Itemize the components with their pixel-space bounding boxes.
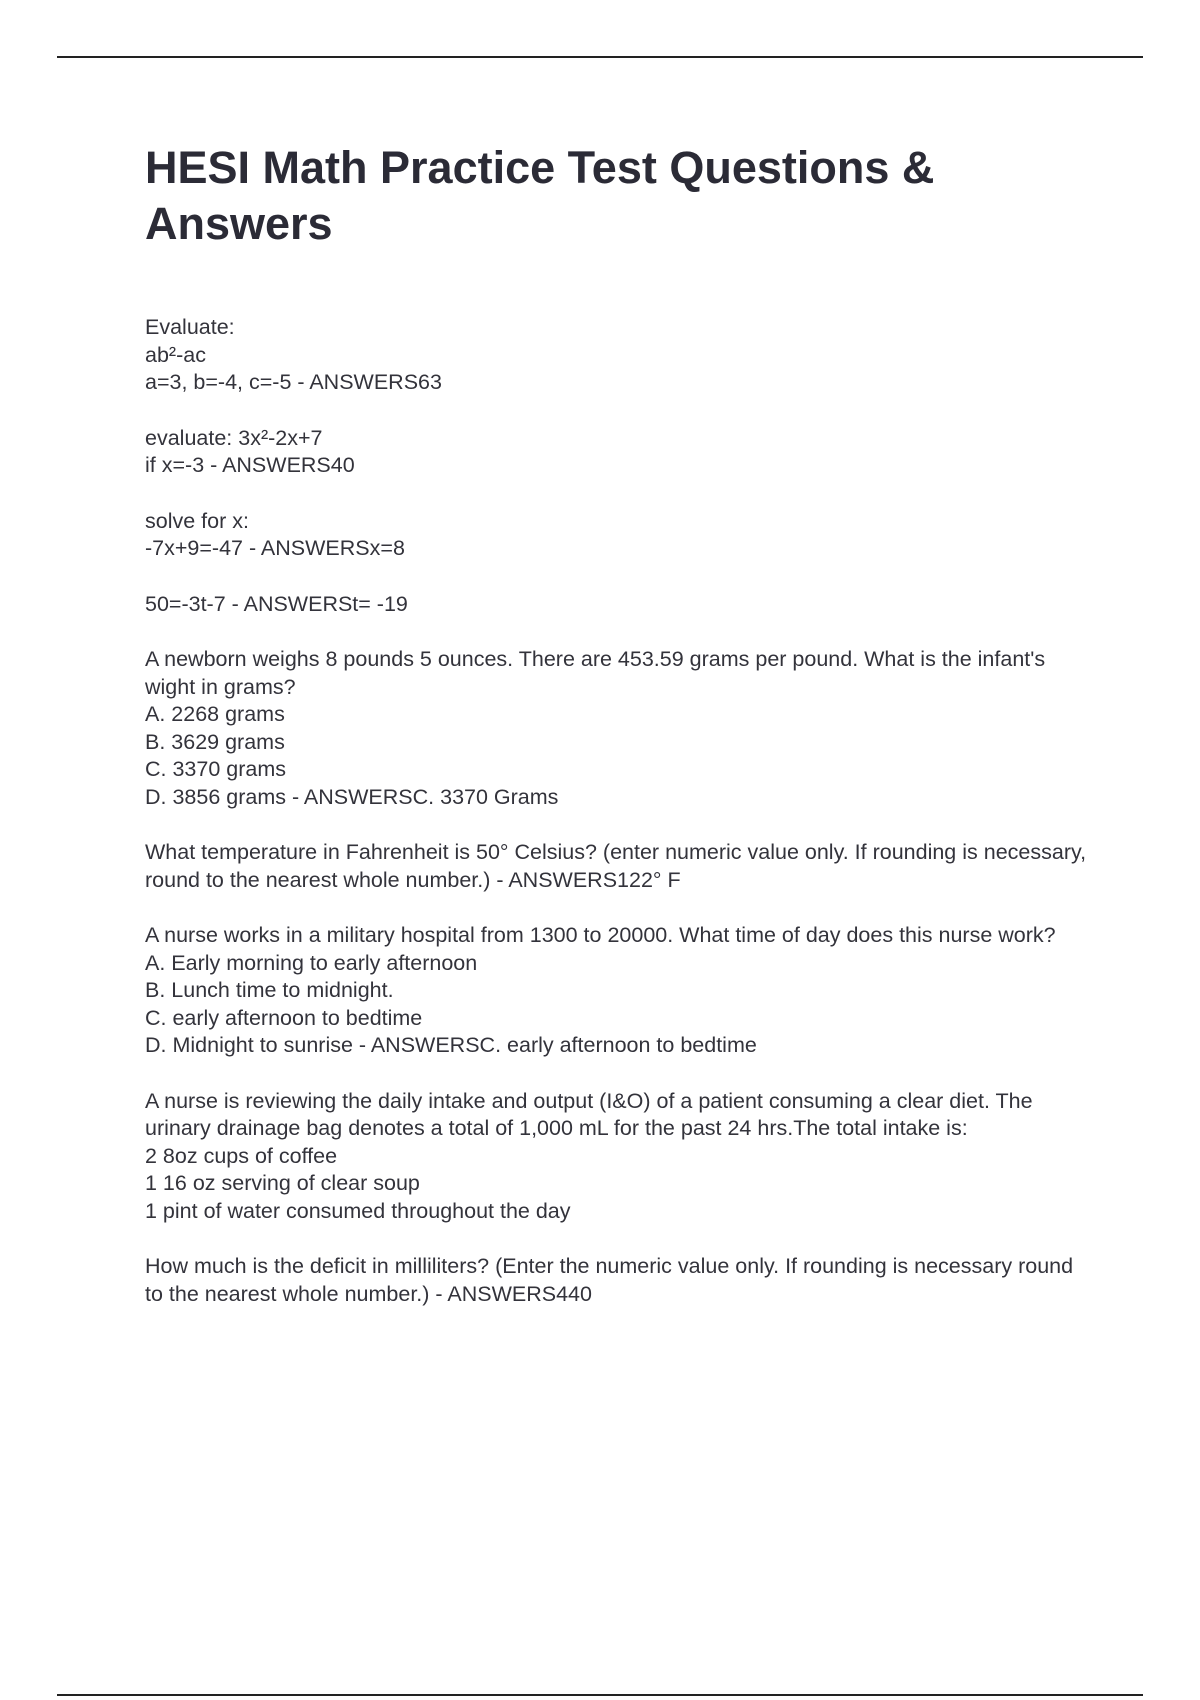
qa-line: B. 3629 grams — [145, 729, 285, 754]
document-body — [145, 140, 1095, 1336]
qa-line: A nurse is reviewing the daily intake and output (I&O) of a patient consuming a clear diet. The urinary drainage bag denotes a total of 1,000 mL for the past 24 hrs.The total intake is: — [145, 1088, 1039, 1140]
qa-line: ab²-ac — [145, 342, 206, 367]
qa-block — [145, 1253, 1095, 1308]
qa-line: A. Early morning to early afternoon — [145, 950, 478, 975]
qa-line: 1 pint of water consumed throughout the day — [145, 1198, 571, 1223]
qa-line: C. 3370 grams — [145, 757, 287, 781]
bottom-divider — [57, 1694, 1143, 1696]
qa-line: How much is the deficit in milliliters? (Enter the numeric value only. If rounding is necessary round to the nearest whole number.) - ANSWERS440 — [145, 1254, 1080, 1306]
document-title: HESI Math Practice Test Questions & Answers — [145, 142, 935, 249]
qa-block — [145, 508, 1095, 563]
qa-line: evaluate: 3x²-2x+7 — [145, 425, 323, 450]
qa-line: What temperature in Fahrenheit is 50° Celsius? (enter numeric value only. If rounding is necessary, round to the nearest whole number.) - ANSWERS122° F — [145, 840, 1093, 892]
qa-line: a=3, b=-4, c=-5 - ANSWERS63 — [145, 370, 442, 394]
qa-block — [145, 591, 1095, 619]
qa-list — [145, 314, 1095, 1308]
top-divider — [57, 56, 1143, 58]
qa-line: 1 16 oz serving of clear soup — [145, 1171, 420, 1195]
qa-line: 50=-3t-7 - ANSWERSt= -19 — [145, 591, 408, 616]
qa-line: -7x+9=-47 - ANSWERSx=8 — [145, 536, 405, 560]
qa-line: C. early afternoon to bedtime — [145, 1005, 423, 1030]
qa-line: A nurse works in a military hospital from 1300 to 20000. What time of day does this nurse work? — [145, 923, 1056, 947]
qa-line: A. 2268 grams — [145, 702, 285, 726]
qa-line: Evaluate: — [145, 315, 235, 339]
qa-block — [145, 839, 1095, 894]
qa-block — [145, 425, 1095, 480]
qa-line: if x=-3 - ANSWERS40 — [145, 453, 355, 477]
qa-line: D. 3856 grams - ANSWERSC. 3370 Grams — [145, 784, 559, 809]
qa-block — [145, 314, 1095, 397]
qa-block — [145, 922, 1095, 1060]
qa-block — [145, 646, 1095, 811]
qa-line: solve for x: — [145, 508, 249, 533]
qa-line: A newborn weighs 8 pounds 5 ounces. There are 453.59 grams per pound. What is the infant's wight in grams? — [145, 647, 1052, 699]
qa-line: 2 8oz cups of coffee — [145, 1143, 338, 1168]
qa-line: B. Lunch time to midnight. — [145, 978, 394, 1002]
qa-line: D. Midnight to sunrise - ANSWERSC. early afternoon to bedtime — [145, 1033, 757, 1057]
qa-block — [145, 1088, 1095, 1226]
